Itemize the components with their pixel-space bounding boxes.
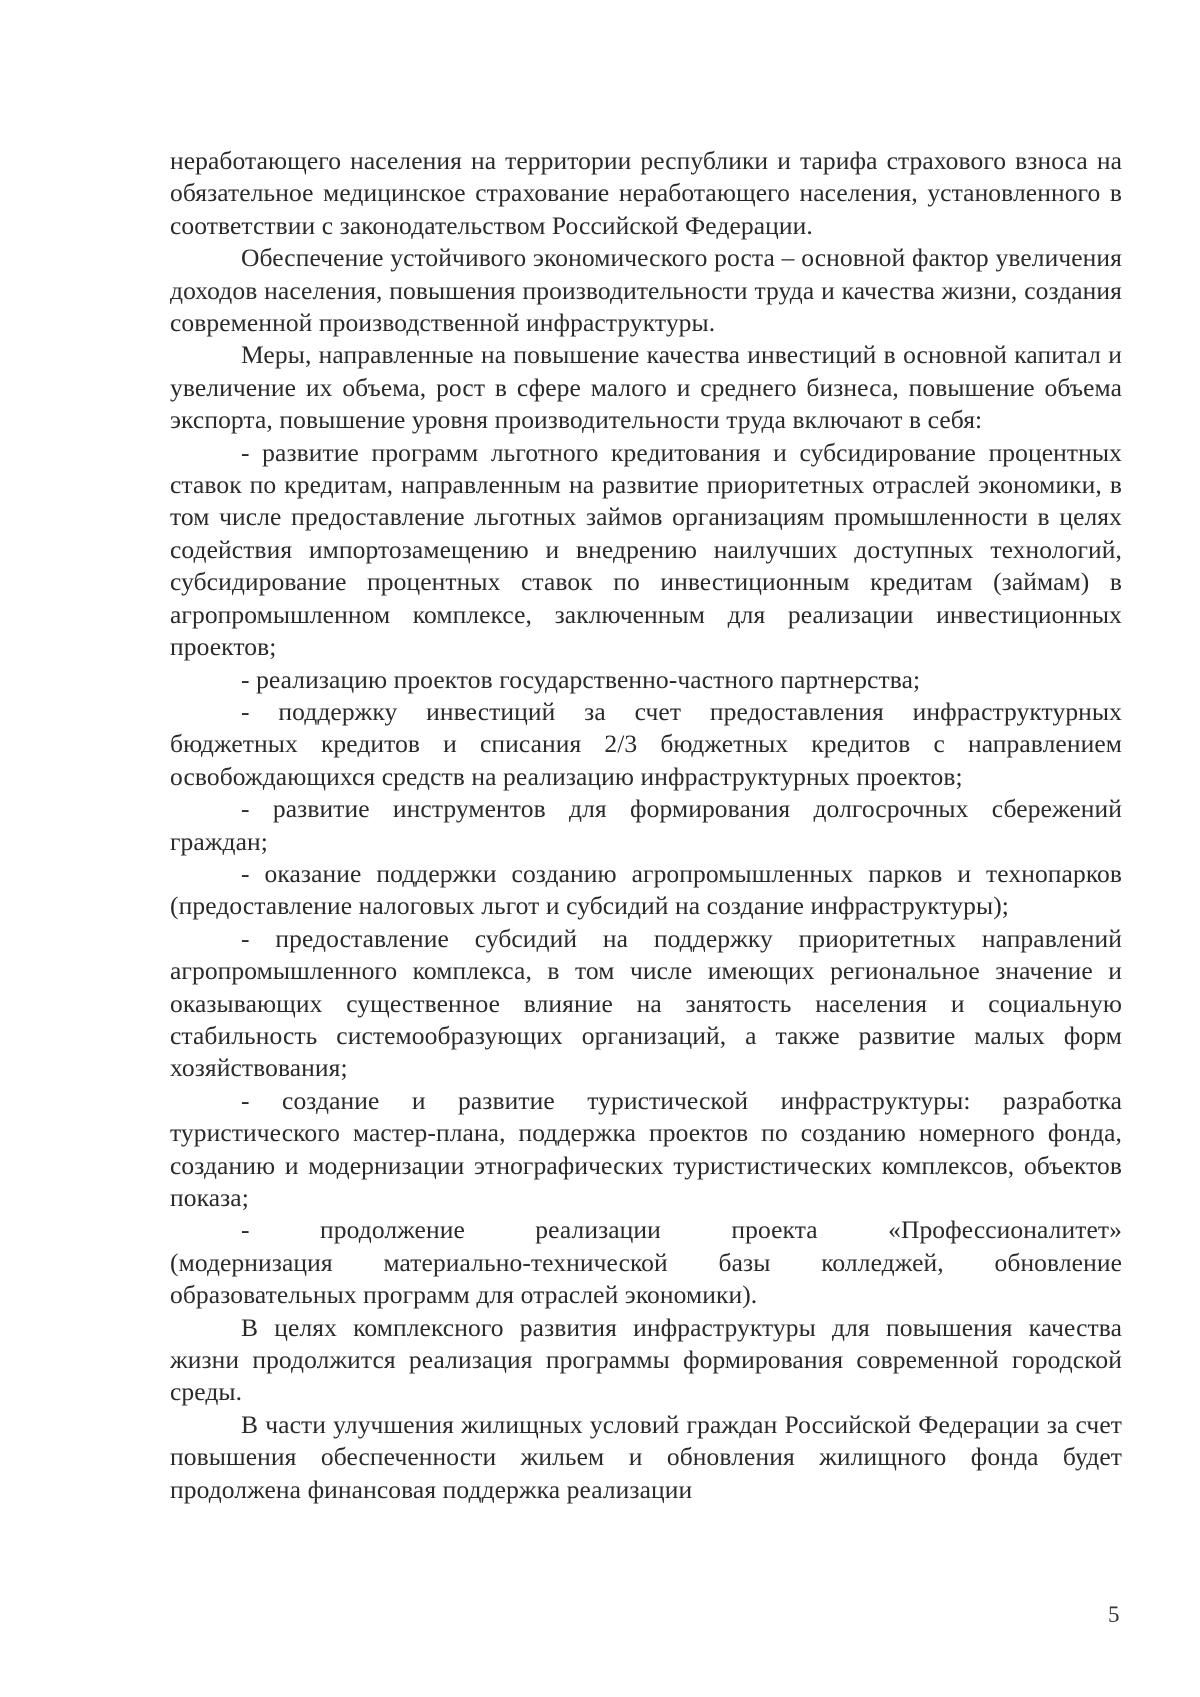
- paragraph-economic-growth: Обеспечение устойчивого экономического роста – основной фактор увеличения доходов населения, повышения производительности труда и качества жизни, создания современной производственной инфраструктуры.: [170, 243, 1122, 338]
- paragraph-investment-measures: Меры, направленные на повышение качества инвестиций в основной капитал и увеличение их объема, рост в сфере малого и среднего бизнеса, повышение объема экспорта, повышение уровня производительности труда включают в себя:: [170, 340, 1122, 435]
- list-item-agro-parks: - оказание поддержки созданию агропромышленных парков и технопарков (предоставление налоговых льгот и субсидий на создание инфраструктуры);: [170, 858, 1122, 921]
- page-number: 5: [1108, 1602, 1120, 1627]
- paragraph-urban-environment: В целях комплексного развития инфраструктуры для повышения качества жизни продолжится реализация программы формирования современной городской среды.: [170, 1312, 1122, 1407]
- document-body: [170, 145, 1129, 1506]
- list-item-credit-programs: - развитие программ льготного кредитования и субсидирование процентных ставок по кредитам, направленным на развитие приоритетных отраслей экономики, в том числе предоставление льготных займов организациям промышленности в целях содействия импортозамещению и внедрению наилучших доступных технологий, субсидирование процентных ставок по инвестиционным кредитам (займам) в агропромышленном комплексе, заключенным для реализации инвестиционных проектов;: [170, 437, 1122, 662]
- list-item-infrastructure-credits: - поддержку инвестиций за счет предоставления инфраструктурных бюджетных кредитов и списания 2/3 бюджетных кредитов с направлением освобождающихся средств на реализацию инфраструктурных проектов;: [170, 696, 1122, 791]
- list-item-professionalitet: - продолжение реализации проекта «Профессионалитет» (модернизация материально-технической базы колледжей, обновление образовательных программ для отраслей экономики).: [170, 1215, 1129, 1310]
- list-item-long-term-savings: - развитие инструментов для формирования долгосрочных сбережений граждан;: [170, 794, 1122, 856]
- list-item-public-private-partnership: - реализацию проектов государственно-частного партнерства;: [241, 664, 921, 694]
- list-item-tourism-infrastructure: - создание и развитие туристической инфраструктуры: разработка туристического мастер-плана, поддержка проектов по созданию номерного фонда, созданию и модернизации этнографических туристистических комплексов, объектов показа;: [170, 1085, 1122, 1212]
- list-item-agro-subsidies: - предоставление субсидий на поддержку приоритетных направлений агропромышленного комплекса, в том числе имеющих региональное значение и оказывающих существенное влияние на занятость населения и социальную стабильность системообразующих организаций, а также развитие малых форм хозяйствования;: [170, 923, 1122, 1083]
- paragraph-continuation: неработающего населения на территории республики и тарифа страхового взноса на обязательное медицинское страхование неработающего населения, установленного в соответствии с законодательством Российской Федерации.: [170, 146, 1122, 240]
- paragraph-housing-conditions: В части улучшения жилищных условий граждан Российской Федерации за счет повышения обеспеченности жильем и обновления жилищного фонда будет продолжена финансовая поддержка реализации: [170, 1409, 1122, 1504]
